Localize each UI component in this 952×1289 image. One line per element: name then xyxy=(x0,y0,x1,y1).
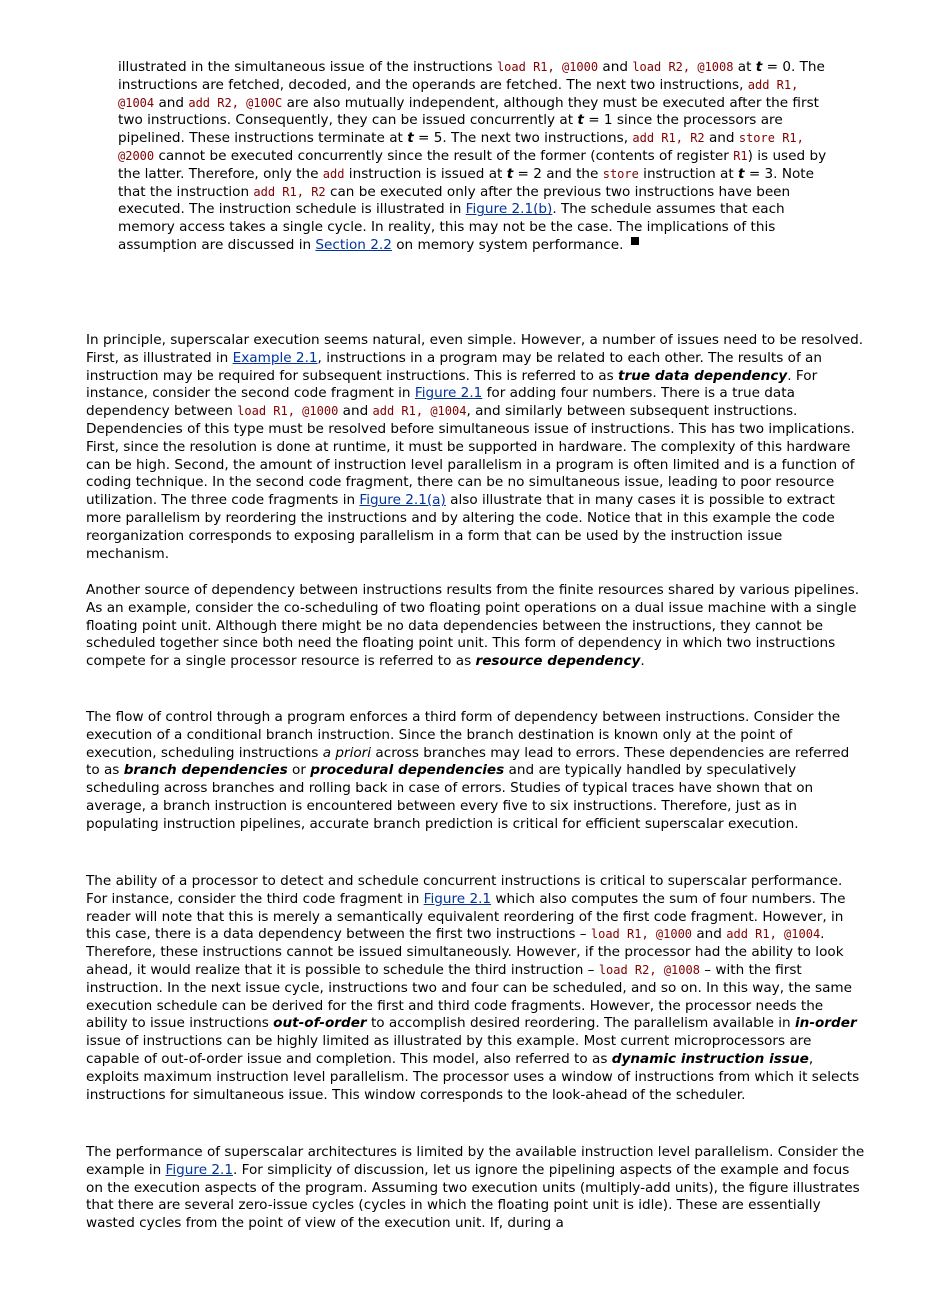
link-figure-2-1a[interactable]: Figure 2.1(a) xyxy=(359,492,446,509)
link-example-2-1[interactable]: Example 2.1 xyxy=(232,349,318,366)
paragraph-branch-dependency: The flow of control through a program enforces a third form of dependency between instructions. Consider the execution of a conditional branch instruction. Since the branch destination is known only at the point of execution, scheduling instructions a priori across branches may lead to errors. These dependencies are referred to as branch dependencies or procedural dependencies and are typically handled by speculatively scheduling across branches and rolling back in case of errors. Studies of typical traces have shown that on average, a branch instruction is encountered between every five to six instructions. Therefore, just as in populating instruction pipelines, accurate branch prediction is critical for efficient superscalar execution. xyxy=(86,709,850,832)
example-2-1-tail xyxy=(118,59,828,255)
term-true-data-dependency: true data dependency xyxy=(618,367,788,384)
link-figure-2-1[interactable]: Figure 2.1 xyxy=(165,1161,233,1178)
term-out-of-order: out-of-order xyxy=(273,1015,367,1032)
link-figure-2-1[interactable]: Figure 2.1 xyxy=(423,890,492,907)
code-load-r2: load R2, @1008 xyxy=(632,60,734,74)
end-of-example-marker xyxy=(631,237,639,245)
term-procedural-dependencies: procedural dependencies xyxy=(310,762,505,779)
link-figure-2-1[interactable]: Figure 2.1 xyxy=(414,385,483,402)
link-figure-2-1b[interactable]: Figure 2.1(b) xyxy=(465,201,553,218)
paragraph-true-data-dependency: In principle, superscalar execution seems natural, even simple. However, a number of issues need to be resolved. First, as illustrated in Example 2.1, instructions in a program may be related to each other. The results of an instruction may be required for subsequent instructions. This is referred to as true data dependency. For instance, consider the second code fragment in Figure 2.1 for adding four numbers. There is a true data dependency between load R1, @1000 and add R1, @1004, and similarly between subsequent instructions. Dependencies of this type must be resolved before simultaneous issue of instructions. This has two implications. First, since the resolution is done at runtime, it must be supported in hardware. The complexity of this hardware can be high. Second, the amount of instruction level parallelism in a program is often limited and is a function of coding technique. In the second code fragment, there can be no simultaneous issue, leading to poor resource utilization. The three code fragments in Figure 2.1(a) also illustrate that in many cases it is possible to extract more parallelism by reordering the instructions and by altering the code. Notice that in this example the code reorganization corresponds to exposing parallelism in a form that can be used by the instruction issue mechanism. xyxy=(86,332,864,562)
paragraph-superscalar-performance: The performance of superscalar architectures is limited by the available instruction level parallelism. Consider the example in Figure 2.1. For simplicity of discussion, let us ignore the pipelining aspects of the example and focus on the execution aspects of the program. Assuming two execution units (multiply-add units), the figure illustrates that there are several zero-issue cycles (cycles in which the floating point unit is idle). These are essentially wasted cycles from the point of view of the execution unit. If, during a xyxy=(86,1144,865,1232)
link-section-2-2[interactable]: Section 2.2 xyxy=(315,236,392,253)
term-branch-dependencies: branch dependencies xyxy=(123,762,288,779)
term-in-order: in-order xyxy=(794,1015,857,1032)
term-dynamic-instruction-issue: dynamic instruction issue xyxy=(611,1050,809,1067)
term-resource-dependency: resource dependency xyxy=(475,653,641,670)
example-paragraph: illustrated in the simultaneous issue of the instructions load R1, @1000 and load R2, @1008 at t = 0. The instructions are fetched, decoded, and the operands are fetched. The next two instructions, add R1, @1004 and add R2, @100C are also mutually independent, although they must be executed after the first two instructions. Consequently, they can be issued concurrently at t = 1 since the processors are pipelined. These instructions terminate at t = 5. The next two instructions, add R1, R2 and store R1, @2000 cannot be executed concurrently since the result of the former (contents of register R1) is used by the latter. Therefore, only the add instruction is issued at t = 2 and the store instruction at t = 3. Note that the instruction add R1, R2 can be executed only after the previous two instructions have been executed. The instruction schedule is illustrated in Figure 2.1(b). The schedule assumes that each memory access takes a single cycle. In reality, this may not be the case. The implications of this assumption are discussed in Section 2.2 on memory system performance. xyxy=(118,59,827,253)
code-load-r1: load R1, @1000 xyxy=(496,60,599,74)
paragraph-resource-dependency: Another source of dependency between instructions results from the finite resources shared by various pipelines. As an example, consider the co-scheduling of two floating point operations on a dual issue machine with a single floating point unit. Although there might be no data dependencies between the instructions, they cannot be scheduled together since both need the floating point unit. This form of dependency in which two instructions compete for a single processor resource is referred to as resource dependency. xyxy=(86,582,860,670)
paragraph-out-of-order-issue: The ability of a processor to detect and schedule concurrent instructions is critical to superscalar performance. For instance, consider the third code fragment in Figure 2.1 which also computes the sum of four numbers. The reader will note that this is merely a semantically equivalent reordering of the first code fragment. However, in this case, there is a data dependency between the first two instructions – load R1, @1000 and add R1, @1004. Therefore, these instructions cannot be issued simultaneously. However, if the processor had the ability to look ahead, it would realize that it is possible to schedule the third instruction – load R2, @1008 – with the first instruction. In the next issue cycle, instructions two and four can be scheduled, and so on. In this way, the same execution schedule can be derived for the first and third code fragments. However, the processor needs the ability to issue instructions out-of-order to accomplish desired reordering. The parallelism available in in-order issue of instructions can be highly limited as illustrated by this example. Most current microprocessors are capable of out-of-order issue and completion. This model, also referred to as dynamic instruction issue, exploits maximum instruction level parallelism. The processor uses a window of instructions from which it selects instructions for simultaneous issue. This window corresponds to the look-ahead of the scheduler. xyxy=(86,873,860,1103)
